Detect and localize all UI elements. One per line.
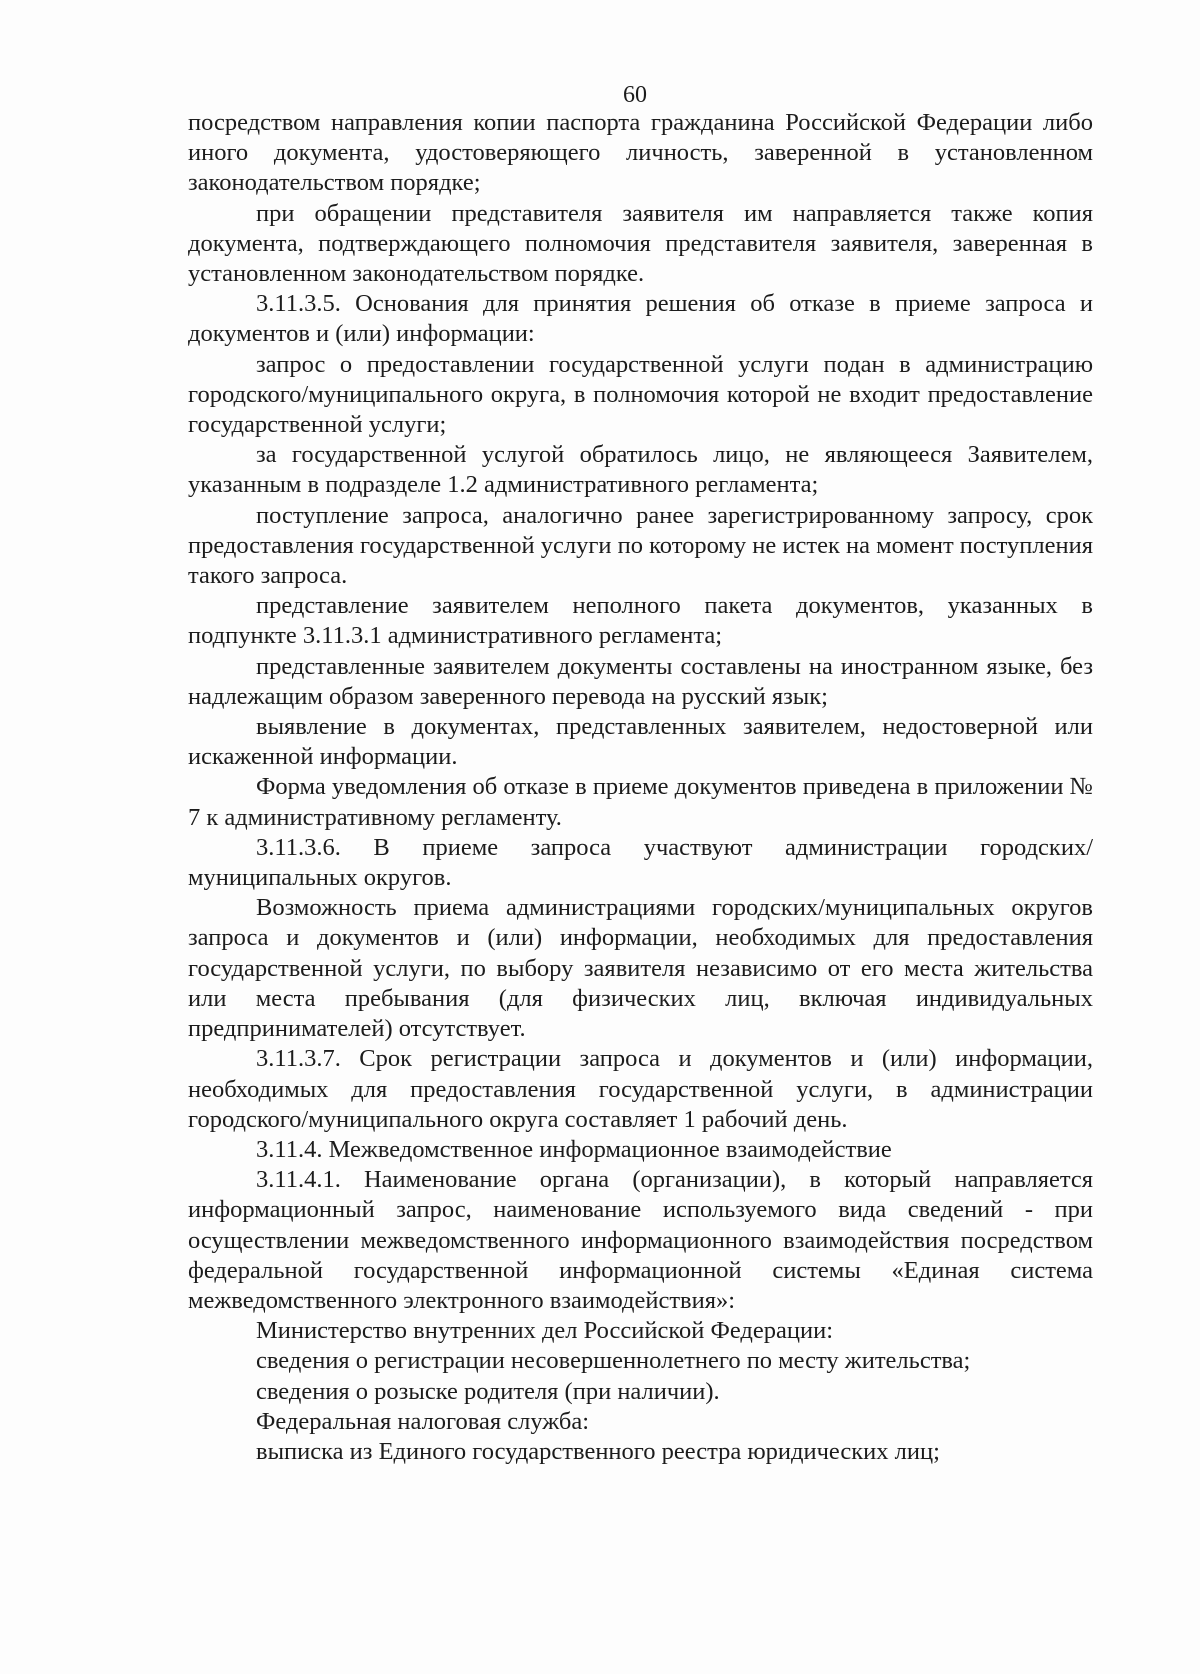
paragraph-6: поступление запроса, аналогично ранее зарегистрированному запросу, срок предоставления государственной услуги по которому не истек на момент поступления такого запроса.	[188, 501, 1093, 590]
paragraph-1: посредством направления копии паспорта гражданина Российской Федерации либо иного документа, удостоверяющего личность, заверенной в установленном законодательством порядке;	[188, 109, 1093, 197]
paragraph-10: Форма уведомления об отказе в приеме документов приведена в приложении № 7 к административному регламенту.	[188, 773, 1093, 831]
paragraph-11: 3.11.3.6. В приеме запроса участвуют администрации городских/муниципальных округов.	[188, 833, 1093, 892]
paragraph-8: представленные заявителем документы составлены на иностранном языке, без надлежащим образом заверенного перевода на русский язык;	[188, 652, 1093, 710]
paragraph-14: 3.11.4. Межведомственное информационное взаимодействие	[256, 1135, 892, 1163]
paragraph-12: Возможность приема администрациями городских/муниципальных округов запроса и документов и (или) информации, необходимых для предоставления государственной услуги, по выбору заявителя независимо от его места жительства или места пребывания (для физических лиц, включая индивидуальных предпринимателей) отсутствует.	[188, 894, 1093, 1043]
paragraph-17: сведения о регистрации несовершеннолетнего по месту жительства;	[256, 1347, 971, 1375]
paragraph-15: 3.11.4.1. Наименование органа (организации), в который направляется информационный запрос, наименование используемого вида сведений - при осуществлении межведомственного информационного взаимодействия посредством федеральной государственной информационной системы «Единая система межведомственного электронного взаимодействия»:	[188, 1166, 1093, 1314]
paragraph-20: выписка из Единого государственного реестра юридических лиц;	[256, 1437, 940, 1465]
paragraph-7: представление заявителем неполного пакета документов, указанных в подпункте 3.11.3.1 административного регламента;	[188, 592, 1093, 650]
paragraph-19: Федеральная налоговая служба:	[256, 1407, 590, 1435]
paragraph-5: за государственной услугой обратилось лицо, не являющееся Заявителем, указанным в подразделе 1.2 административного регламента;	[188, 441, 1093, 499]
paragraph-18: сведения о розыске родителя (при наличии).	[256, 1377, 720, 1405]
paragraph-2: при обращении представителя заявителя им направляется также копия документа, подтверждающего полномочия представителя заявителя, заверенная в установленном законодательством порядке.	[188, 199, 1093, 288]
paragraph-13: 3.11.3.7. Срок регистрации запроса и документов и (или) информации, необходимых для предоставления государственной услуги, в администрации городского/муниципального округа составляет 1 рабочий день.	[188, 1045, 1093, 1133]
paragraph-9: выявление в документах, представленных заявителем, недостоверной или искаженной информации.	[188, 713, 1093, 771]
page-number: 60	[623, 82, 647, 108]
paragraph-4: запрос о предоставлении государственной услуги подан в администрацию городского/муниципального округа, в полномочия которой не входит предоставление государственной услуги;	[188, 350, 1093, 439]
document-body	[188, 108, 1093, 1467]
paragraph-16: Министерство внутренних дел Российской Федерации:	[256, 1317, 834, 1345]
paragraph-3: 3.11.3.5. Основания для принятия решения об отказе в приеме запроса и документов и (или) информации:	[188, 290, 1093, 348]
